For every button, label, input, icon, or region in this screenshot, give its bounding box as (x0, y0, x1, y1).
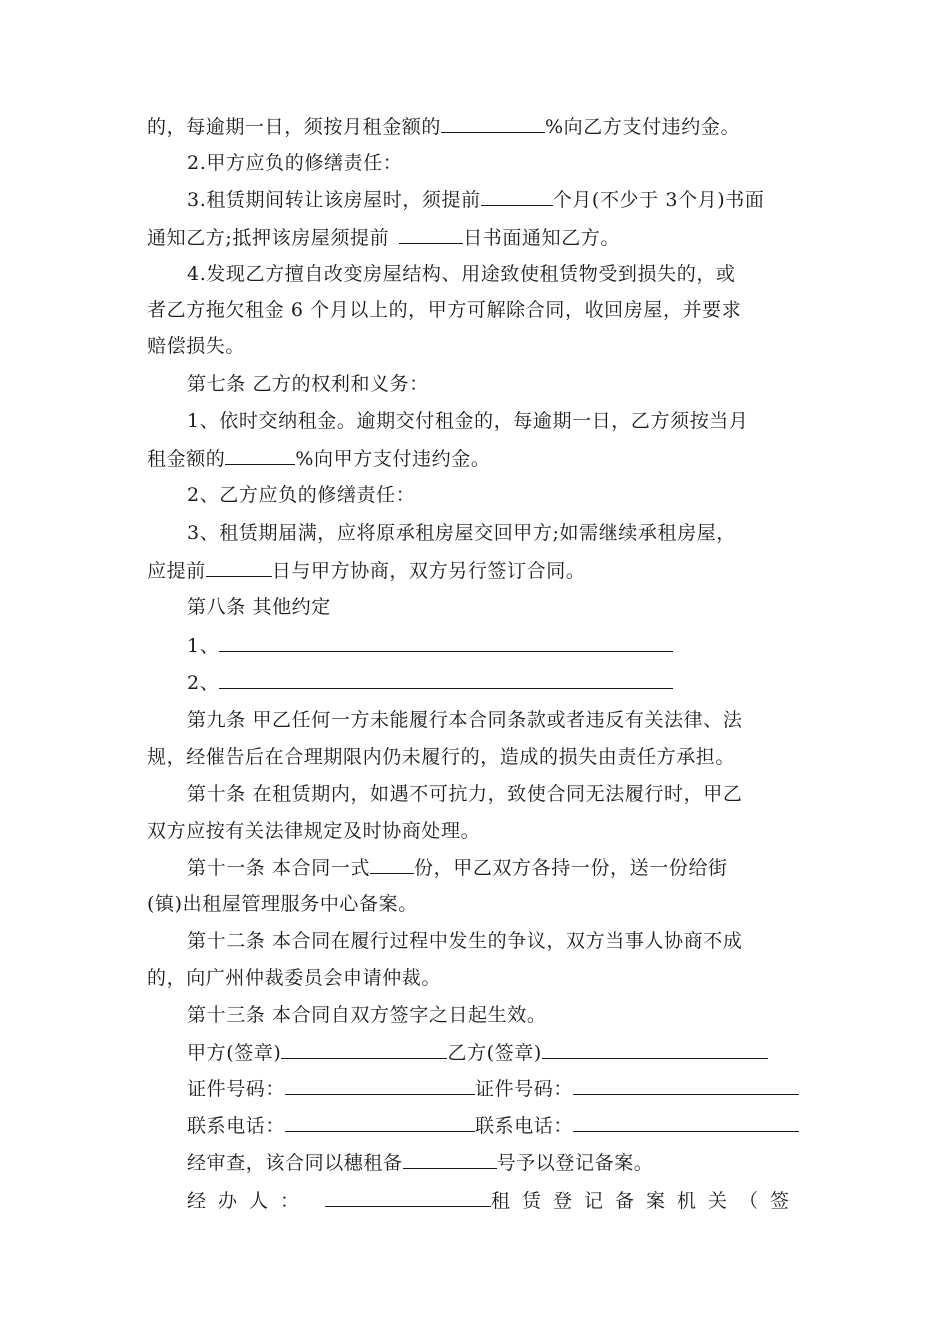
handler-field[interactable] (325, 1188, 491, 1207)
text-line (147, 109, 817, 145)
text-line: 的，向广州仲裁委员会申请仲裁。 (147, 967, 442, 989)
text-line: 双方应按有关法律规定及时协商处理。 (147, 820, 481, 842)
blank-field[interactable] (219, 670, 673, 689)
party-a-id-label: 证件号码： (187, 1078, 286, 1100)
blank-field[interactable] (219, 633, 673, 652)
text-segment: 日与甲方协商，双方另行签订合同。 (271, 560, 586, 582)
phone-line (187, 1108, 817, 1144)
section-heading (187, 850, 817, 886)
party-b-signature-field[interactable] (542, 1040, 768, 1059)
text-line: 2.甲方应负的修缮责任： (187, 152, 403, 174)
text-line: (镇)出租屋管理服务中心备案。 (147, 893, 418, 915)
text-line (147, 220, 817, 256)
id-number-line (187, 1071, 817, 1107)
text-segment: 号予以登记备案。 (496, 1152, 654, 1174)
text-line: 赔偿损失。 (147, 335, 246, 357)
text-segment: 第十一条 本合同一式 (187, 857, 371, 879)
blank-field[interactable] (225, 446, 295, 465)
section-heading: 第十条 在租赁期内，如遇不可抗力，致使合同无法履行时，甲乙 (187, 783, 743, 805)
text-segment: 3.租赁期间转让该房屋时，须提前 (187, 189, 481, 211)
text-segment: 通知乙方;抵押该房屋须提前 (147, 227, 390, 249)
text-segment: 的，每逾期一日，须按月租金额的 (147, 116, 442, 138)
party-a-id-field[interactable] (285, 1076, 475, 1095)
section-heading: 第九条 甲乙任何一方未能履行本合同条款或者违反有关法律、法 (187, 709, 743, 731)
text-line: 2、乙方应负的修缮责任： (187, 484, 416, 506)
blank-field[interactable] (370, 855, 414, 874)
text-line (187, 182, 817, 218)
party-a-phone-field[interactable] (285, 1113, 475, 1132)
text-line: 3、租赁期届满，应将原承租房屋交回甲方;如需继续承租房屋， (187, 522, 736, 544)
text-segment: 日书面通知乙方。 (463, 227, 621, 249)
section-heading: 第七条 乙方的权利和义务： (187, 373, 429, 395)
party-b-phone-label: 联系电话： (475, 1115, 574, 1137)
party-b-id-field[interactable] (573, 1076, 799, 1095)
text-line (187, 628, 817, 664)
signature-line (187, 1035, 817, 1071)
blank-field[interactable] (399, 225, 463, 244)
text-line: 规，经催告后在合理期限内仍未履行的，造成的损失由责任方承担。 (147, 746, 736, 768)
party-a-phone-label: 联系电话： (187, 1115, 286, 1137)
blank-field[interactable] (481, 187, 553, 206)
blank-field[interactable] (441, 114, 545, 133)
text-line: 4.发现乙方擅自改变房屋结构、用途致使租赁物受到损失的，或 (187, 263, 736, 285)
text-segment: 应提前 (147, 560, 206, 582)
party-a-signature-field[interactable] (281, 1040, 447, 1059)
party-b-id-label: 证件号码： (475, 1078, 574, 1100)
text-line (147, 553, 817, 589)
text-segment: 经审查，该合同以穗租备 (187, 1152, 403, 1174)
handler-line (187, 1183, 817, 1219)
party-b-phone-field[interactable] (573, 1113, 799, 1132)
text-line (147, 441, 817, 477)
text-line: 1、依时交纳租金。逾期交付租金的，每逾期一日，乙方须按当月 (187, 410, 749, 432)
section-heading: 第十二条 本合同在履行过程中发生的争议，双方当事人协商不成 (187, 930, 743, 952)
text-segment: 1、 (187, 635, 220, 657)
text-segment: %向乙方支付违约金。 (545, 116, 741, 138)
party-a-signature-label: 甲方(签章) (187, 1042, 282, 1064)
text-line (187, 1145, 817, 1181)
section-heading: 第八条 其他约定 (187, 596, 331, 618)
registry-office-label: 租赁登记备案机关（签 (491, 1190, 802, 1212)
text-line (187, 665, 817, 701)
text-line: 者乙方拖欠租金 6 个月以上的，甲方可解除合同，收回房屋，并要求 (147, 299, 742, 321)
section-heading: 第十三条 本合同自双方签字之日起生效。 (187, 1004, 547, 1026)
blank-field[interactable] (206, 558, 272, 577)
party-b-signature-label: 乙方(签章) (447, 1042, 542, 1064)
handler-label: 经办人： (187, 1190, 312, 1212)
text-segment: %向甲方支付违约金。 (295, 448, 491, 470)
text-segment: 租金额的 (147, 448, 226, 470)
text-segment: 份，甲乙双方各持一份，送一份给街 (414, 857, 728, 879)
text-segment: 2、 (187, 672, 220, 694)
text-segment: 个月(不少于 3个月)书面 (552, 189, 765, 211)
registration-number-field[interactable] (403, 1150, 497, 1169)
